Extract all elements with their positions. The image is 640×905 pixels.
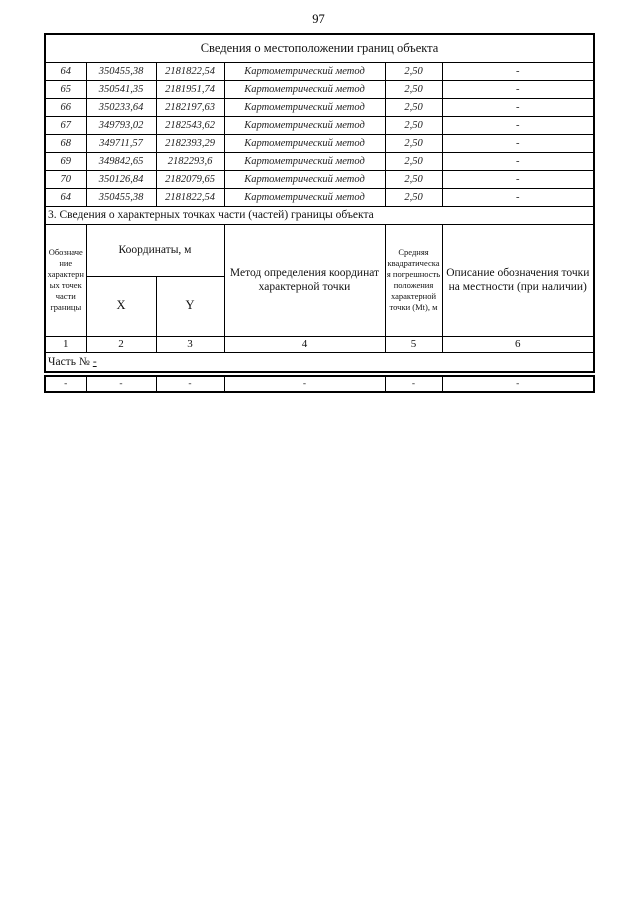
cell-description: -: [442, 152, 594, 170]
cell-point-number: 65: [45, 80, 86, 98]
cell-method: Картометрический метод: [224, 62, 385, 80]
cell-x: 350455,38: [86, 62, 156, 80]
cell-point-number: 66: [45, 98, 86, 116]
cell-x: 349711,57: [86, 134, 156, 152]
empty-cell: -: [224, 376, 385, 392]
cell-precision: 2,50: [385, 170, 442, 188]
cell-description: -: [442, 80, 594, 98]
section3-title: 3. Сведения о характерных точках части (частей) границы объекта: [45, 206, 594, 224]
cell-x: 350541,35: [86, 80, 156, 98]
section3-title-row: [45, 206, 594, 224]
header-x: X: [86, 276, 156, 336]
header-description: Описание обозначения точки на местности (при наличии): [442, 224, 594, 336]
empty-cell: -: [442, 376, 594, 392]
cell-description: -: [442, 98, 594, 116]
cell-y: 2182079,65: [156, 170, 224, 188]
cell-x: 350455,38: [86, 188, 156, 206]
part-label: Часть №: [48, 355, 90, 368]
cell-method: Картометрический метод: [224, 170, 385, 188]
cell-method: Картометрический метод: [224, 116, 385, 134]
part-value: -: [92, 355, 97, 368]
empty-values-row: [45, 376, 594, 392]
cell-precision: 2,50: [385, 134, 442, 152]
cell-description: -: [442, 116, 594, 134]
part-number-cell: [45, 352, 594, 372]
column-number-row: [45, 336, 594, 352]
page-number: 97: [312, 12, 325, 26]
cell-precision: 2,50: [385, 116, 442, 134]
cell-y: 2181822,54: [156, 188, 224, 206]
cell-precision: 2,50: [385, 98, 442, 116]
cell-precision: 2,50: [385, 188, 442, 206]
cell-method: Картометрический метод: [224, 188, 385, 206]
cell-y: 2182543,62: [156, 116, 224, 134]
column-number: 1: [45, 336, 86, 352]
cell-precision: 2,50: [385, 62, 442, 80]
cell-description: -: [442, 134, 594, 152]
column-number: 2: [86, 336, 156, 352]
cell-method: Картометрический метод: [224, 152, 385, 170]
column-number: 6: [442, 336, 594, 352]
column-number: 3: [156, 336, 224, 352]
boundary-coordinates-table: [44, 33, 595, 373]
cell-y: 2182293,6: [156, 152, 224, 170]
empty-cell: -: [385, 376, 442, 392]
cell-y: 2181951,74: [156, 80, 224, 98]
part-number-row: [45, 352, 594, 372]
header-coordinates: Координаты, м: [86, 224, 224, 276]
cell-x: 349842,65: [86, 152, 156, 170]
table-row: [45, 152, 594, 170]
header-designation: Обозначение характерных точек части границы: [45, 224, 86, 336]
table-row: [45, 188, 594, 206]
cell-point-number: 70: [45, 170, 86, 188]
empty-cell: -: [156, 376, 224, 392]
cell-precision: 2,50: [385, 80, 442, 98]
table-row: [45, 80, 594, 98]
cell-point-number: 67: [45, 116, 86, 134]
column-number: 5: [385, 336, 442, 352]
table-row: [45, 98, 594, 116]
cell-y: 2182197,63: [156, 98, 224, 116]
cell-x: 349793,02: [86, 116, 156, 134]
empty-cell: -: [45, 376, 86, 392]
cell-method: Картометрический метод: [224, 98, 385, 116]
table-row: [45, 62, 594, 80]
empty-values-row-table: [44, 375, 595, 393]
cell-x: 350233,64: [86, 98, 156, 116]
cell-point-number: 64: [45, 188, 86, 206]
empty-cell: -: [86, 376, 156, 392]
cell-point-number: 64: [45, 62, 86, 80]
cell-point-number: 69: [45, 152, 86, 170]
cell-description: -: [442, 170, 594, 188]
column-number: 4: [224, 336, 385, 352]
cell-y: 2182393,29: [156, 134, 224, 152]
table-row: [45, 170, 594, 188]
table-title: Сведения о местоположении границ объекта: [45, 34, 594, 62]
header-method: Метод определения координат характерной точки: [224, 224, 385, 336]
cell-x: 350126,84: [86, 170, 156, 188]
cell-method: Картометрический метод: [224, 134, 385, 152]
table-row: [45, 116, 594, 134]
cell-y: 2181822,54: [156, 62, 224, 80]
table-row: [45, 134, 594, 152]
cell-description: -: [442, 188, 594, 206]
cell-description: -: [442, 62, 594, 80]
cell-method: Картометрический метод: [224, 80, 385, 98]
table-title-row: [45, 34, 594, 62]
cell-point-number: 68: [45, 134, 86, 152]
header-precision: Средняя квадратическая погрешность положения характерной точки (Mt), м: [385, 224, 442, 336]
header-y: Y: [156, 276, 224, 336]
cell-precision: 2,50: [385, 152, 442, 170]
section3-header-row-top: [45, 224, 594, 276]
